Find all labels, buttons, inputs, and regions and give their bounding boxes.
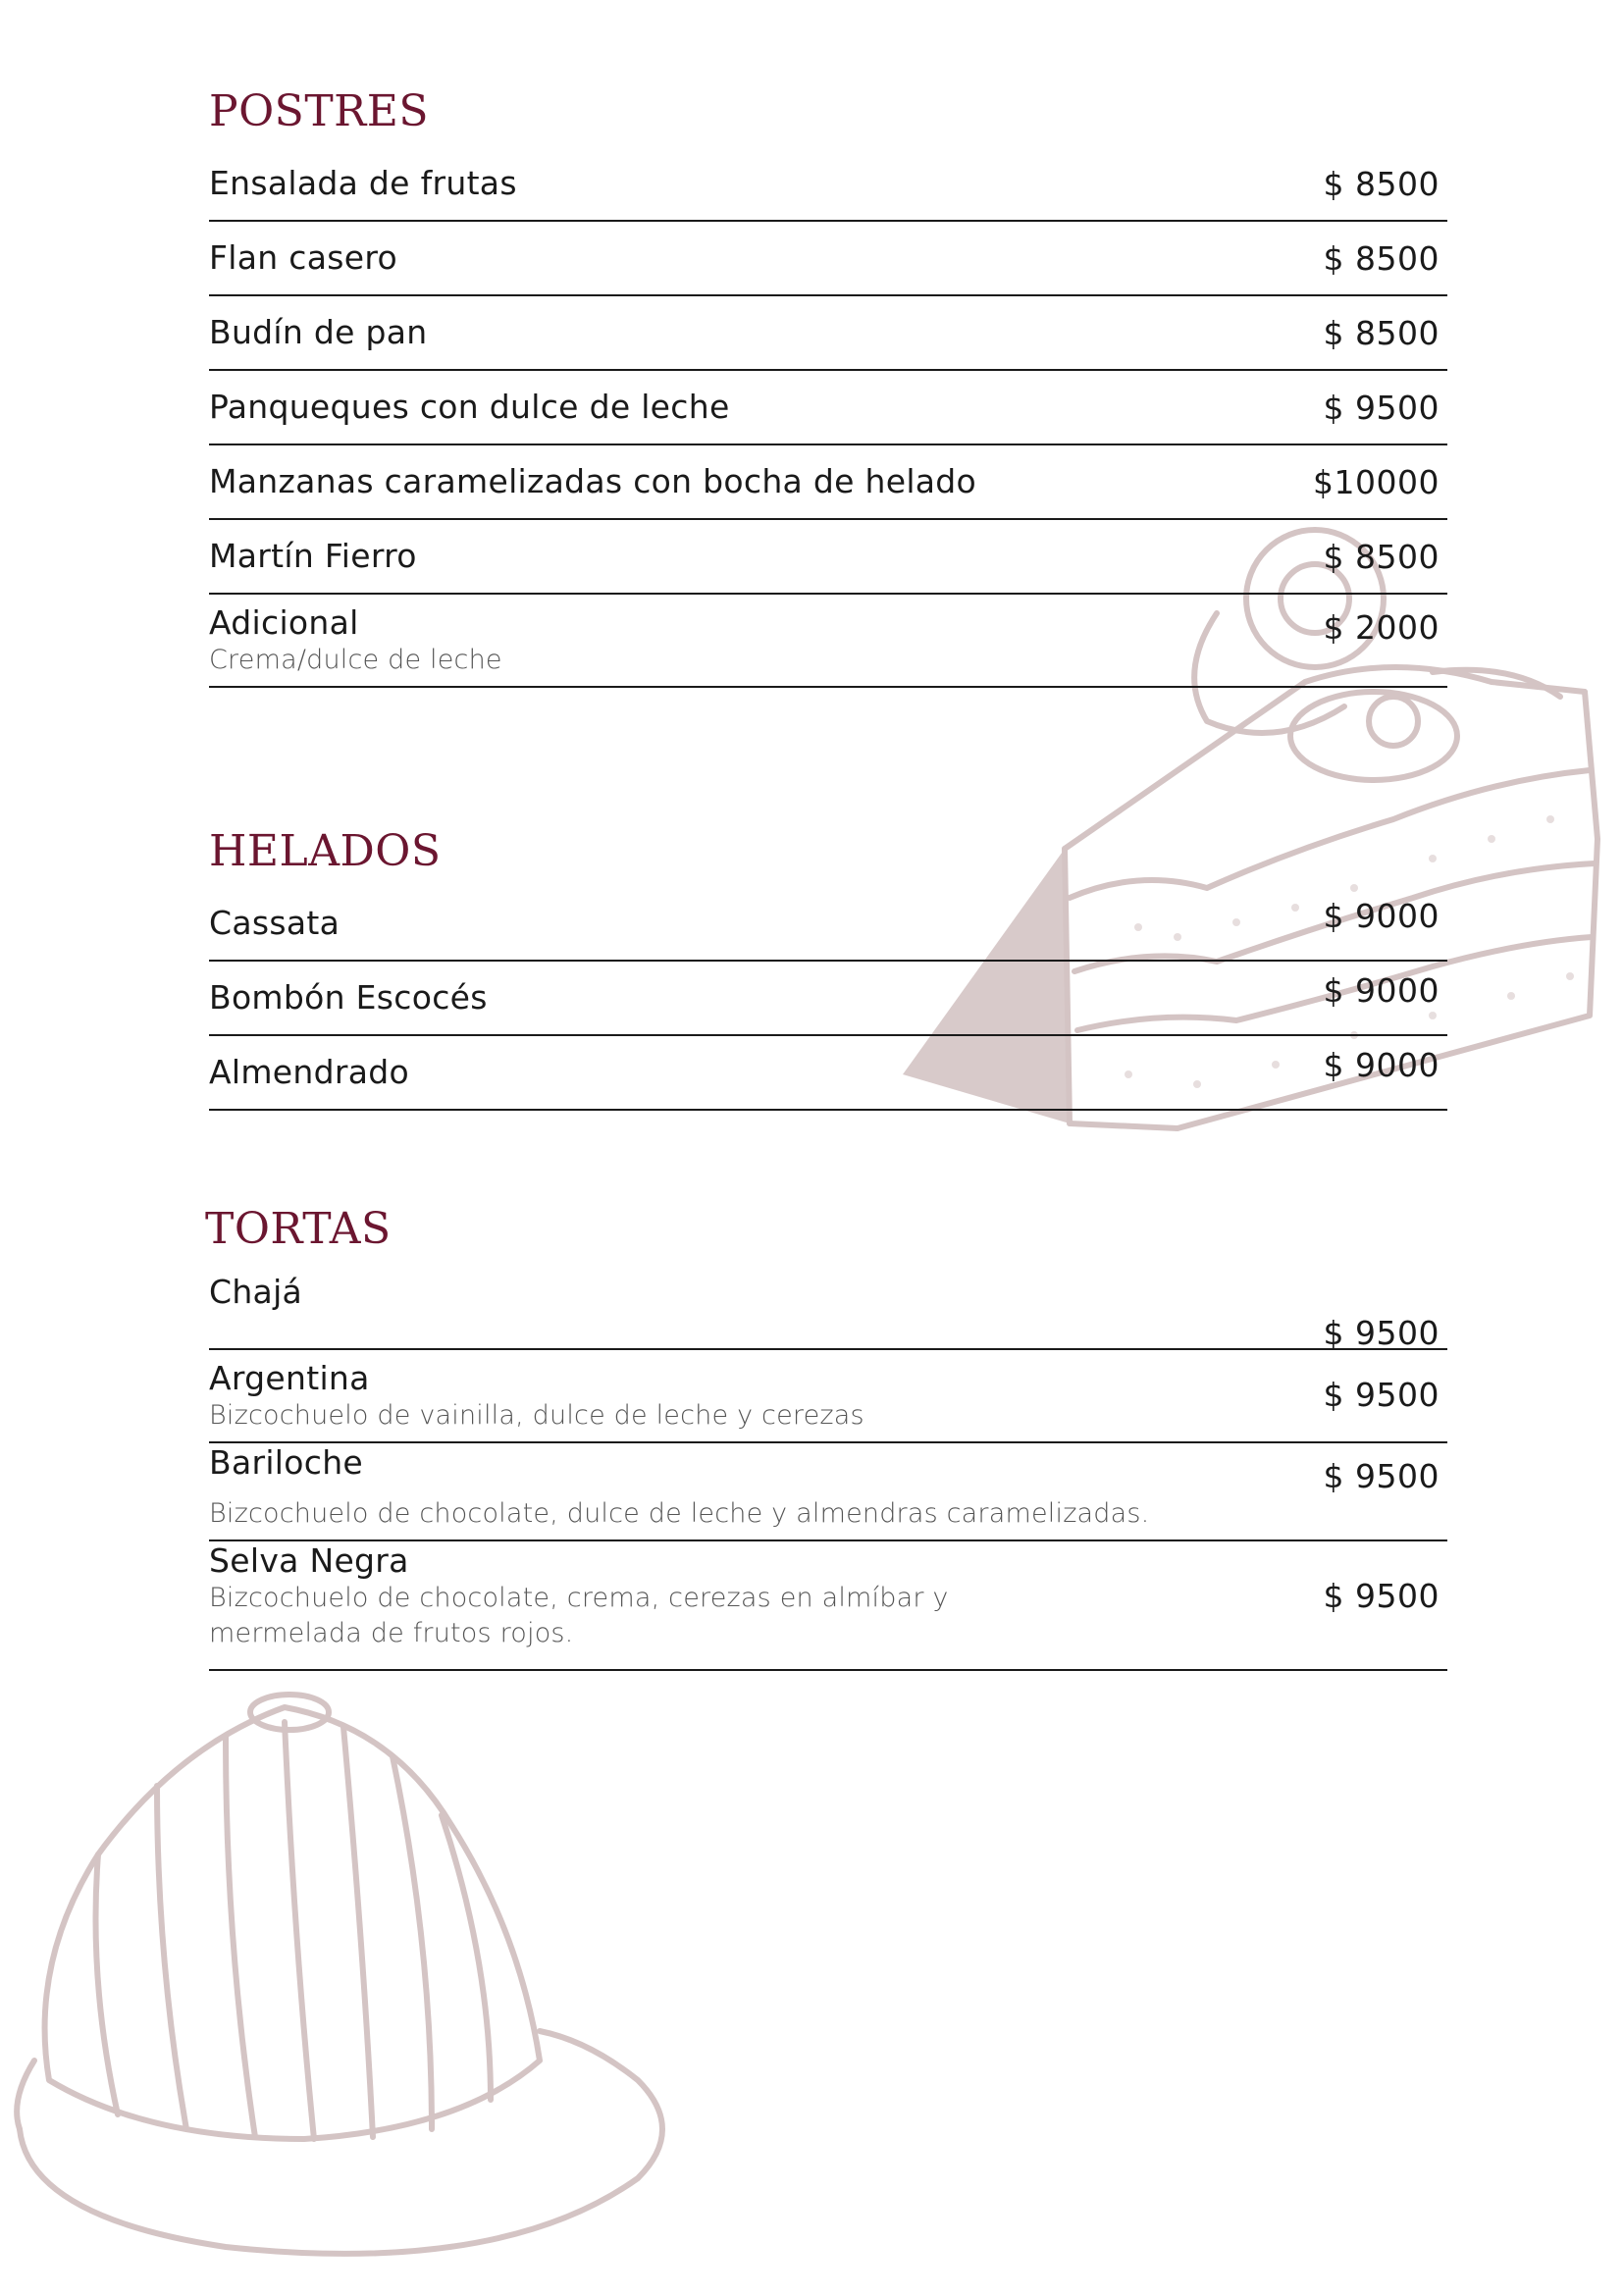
item-name: Cassata xyxy=(209,904,340,942)
item-price: $10000 xyxy=(1313,462,1440,501)
item-price: $ 8500 xyxy=(1323,537,1440,576)
menu-item xyxy=(209,595,1447,688)
item-name: Bariloche xyxy=(209,1443,364,1482)
item-price: $ 8500 xyxy=(1323,313,1440,352)
menu-item xyxy=(209,1541,1447,1671)
item-price: $ 9500 xyxy=(1323,1577,1440,1615)
item-price: $ 9500 xyxy=(1323,1314,1440,1352)
item-name: Budín de pan xyxy=(209,313,428,351)
section-tortas xyxy=(205,1204,1447,1671)
item-name: Panqueques con dulce de leche xyxy=(209,388,730,426)
section-postres xyxy=(209,86,1447,688)
item-price: $ 2000 xyxy=(1323,608,1440,647)
item-price: $ 8500 xyxy=(1323,164,1440,203)
section-title: HELADOS xyxy=(209,826,442,876)
menu-item xyxy=(209,1036,1447,1111)
section-helados xyxy=(209,826,1447,1111)
item-price: $ 9000 xyxy=(1323,897,1440,935)
item-name: Almendrado xyxy=(209,1053,409,1091)
menu-item xyxy=(209,1265,1447,1350)
item-description: Bizcochuelo de vainilla, dulce de leche y cerezas xyxy=(209,1399,864,1431)
item-name: Selva Negra xyxy=(209,1541,409,1580)
menu-item xyxy=(209,1350,1447,1443)
menu-item xyxy=(209,296,1447,371)
item-name: Manzanas caramelizadas con bocha de helado xyxy=(209,462,977,500)
item-description: Bizcochuelo de chocolate, crema, cerezas en almíbar y mermelada de frutos rojos. xyxy=(209,1583,949,1648)
item-price: $ 9000 xyxy=(1323,971,1440,1010)
menu-item xyxy=(209,1443,1447,1541)
item-description: Crema/dulce de leche xyxy=(209,644,502,675)
section-title: POSTRES xyxy=(209,86,430,136)
menu-item xyxy=(209,147,1447,222)
item-price: $ 9500 xyxy=(1323,1376,1440,1414)
item-name: Chajá xyxy=(209,1273,303,1311)
menu-item xyxy=(209,371,1447,445)
item-name: Argentina xyxy=(209,1358,370,1397)
item-name: Martín Fierro xyxy=(209,537,417,575)
item-price: $ 9000 xyxy=(1323,1046,1440,1084)
item-name: Bombón Escocés xyxy=(209,978,488,1017)
menu-item xyxy=(209,445,1447,520)
menu-item xyxy=(209,222,1447,296)
item-name: Ensalada de frutas xyxy=(209,164,517,202)
menu-list xyxy=(209,887,1447,1111)
item-price: $ 8500 xyxy=(1323,238,1440,278)
item-description: Bizcochuelo de chocolate, dulce de leche y almendras caramelizadas. xyxy=(209,1498,1150,1529)
item-name: Adicional xyxy=(209,602,359,642)
menu-list xyxy=(209,1265,1447,1671)
menu-item xyxy=(209,962,1447,1036)
menu-item xyxy=(209,520,1447,595)
section-title: TORTAS xyxy=(205,1204,392,1254)
bundt-cake-illustration xyxy=(0,1668,687,2267)
item-price: $ 9500 xyxy=(1323,1457,1440,1495)
menu-item xyxy=(209,887,1447,962)
menu-list xyxy=(209,147,1447,688)
item-price: $ 9500 xyxy=(1323,388,1440,427)
item-name: Flan casero xyxy=(209,238,397,277)
